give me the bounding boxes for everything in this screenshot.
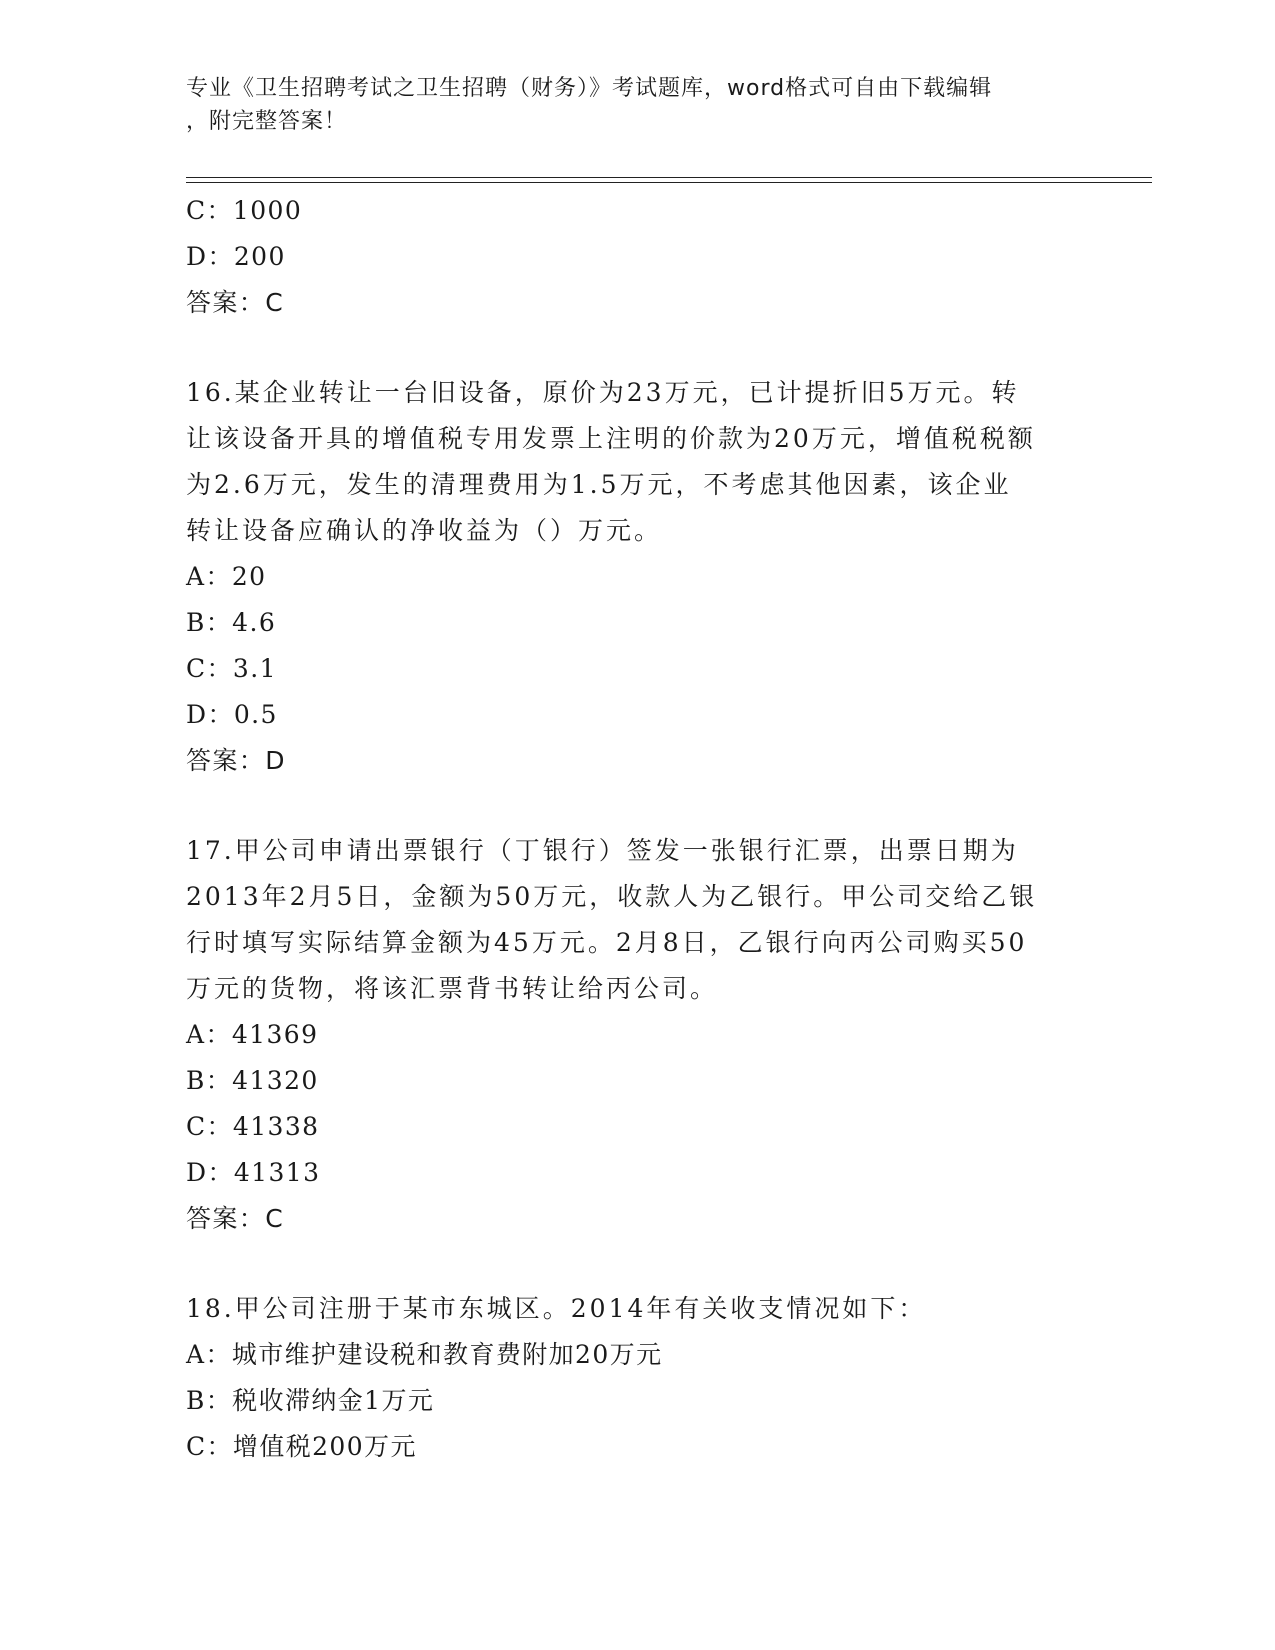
question-17: [186, 828, 1086, 1242]
option-b: B：4.6: [186, 608, 277, 637]
stem-line: 16.某企业转让一台旧设备，原价为23万元，已计提折旧5万元。转: [186, 378, 1020, 407]
stem-line: 转让设备应确认的净收益为（）万元。: [186, 516, 663, 545]
header-divider-bottom: [186, 182, 1152, 183]
option-d: D：41313: [186, 1158, 321, 1187]
stem-line: 万元的货物，将该汇票背书转让给丙公司。: [186, 974, 719, 1003]
stem-line: 行时填写实际结算金额为45万元。2月8日，乙银行向丙公司购买50: [186, 928, 1028, 957]
stem-line: 17.甲公司申请出票银行（丁银行）签发一张银行汇票，出票日期为: [186, 836, 1019, 865]
option-a: A：城市维护建设税和教育费附加20万元: [186, 1340, 663, 1369]
header-line-2: ，附完整答案！: [186, 109, 348, 134]
stem-line: 为2.6万元，发生的清理费用为1.5万元，不考虑其他因素，该企业: [186, 470, 1012, 499]
option-c: C：1000: [186, 196, 303, 225]
question-15: [186, 188, 1086, 326]
answer: 答案：C: [186, 288, 285, 317]
question-stem: [186, 828, 1086, 1012]
spacer: [186, 326, 1086, 370]
option-b: B：税收滞纳金1万元: [186, 1386, 435, 1415]
option-a: A：20: [186, 562, 267, 591]
spacer: [186, 1242, 1086, 1286]
option-d: D：0.5: [186, 700, 278, 729]
option-c: C：3.1: [186, 654, 277, 683]
stem-line: 18.甲公司注册于某市东城区。2014年有关收支情况如下：: [186, 1294, 927, 1323]
option-d: D：200: [186, 242, 286, 271]
answer: 答案：C: [186, 1204, 285, 1233]
option-c: C：41338: [186, 1112, 320, 1141]
question-stem: [186, 370, 1086, 554]
answer: 答案：D: [186, 746, 286, 775]
option-c: C：增值税200万元: [186, 1432, 417, 1461]
stem-line: 2013年2月5日，金额为50万元，收款人为乙银行。甲公司交给乙银: [186, 882, 1038, 911]
spacer: [186, 784, 1086, 828]
header-line-1: 专业《卫生招聘考试之卫生招聘（财务）》考试题库，word格式可自由下载编辑: [186, 76, 993, 101]
option-b: B：41320: [186, 1066, 319, 1095]
page-header: [186, 72, 1066, 138]
question-16: [186, 370, 1086, 784]
header-divider-top: [186, 177, 1152, 178]
stem-line: 让该设备开具的增值税专用发票上注明的价款为20万元，增值税税额: [186, 424, 1036, 453]
question-stem: [186, 1286, 1086, 1332]
question-list: [186, 188, 1086, 1470]
option-a: A：41369: [186, 1020, 319, 1049]
question-18: [186, 1286, 1086, 1470]
